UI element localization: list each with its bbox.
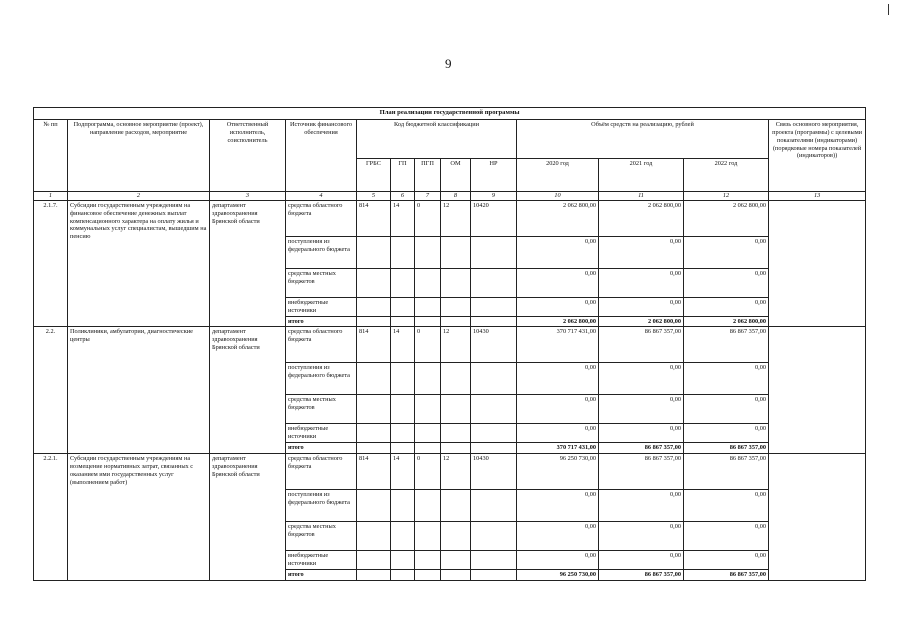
cell-y2020: 0,00 [517, 395, 599, 424]
page-number: 9 [445, 56, 452, 71]
cell-y2020: 0,00 [517, 551, 599, 570]
cell-pgp: 0 [415, 454, 441, 490]
header-source: Источник финансового обеспечения [286, 120, 357, 192]
col-number: 3 [210, 192, 286, 201]
cell-y2022: 0,00 [684, 268, 769, 297]
cell-source: поступления из федерального бюджета [286, 363, 357, 395]
cell-gp [391, 297, 415, 316]
cell-source: средства местных бюджетов [286, 395, 357, 424]
header-pgp: ПГП [415, 159, 441, 192]
col-number: 2 [68, 192, 210, 201]
cell-om [441, 424, 471, 443]
cell-source: внебюджетные источники [286, 297, 357, 316]
header-budget-code: Код бюджетной классификации [357, 120, 517, 159]
item-link [769, 200, 866, 327]
cell-y2022: 2 062 800,00 [684, 200, 769, 236]
cell-om [441, 551, 471, 570]
item-number: 2.1.7. [34, 200, 68, 327]
cell-source: средства местных бюджетов [286, 522, 357, 551]
cell-om: 12 [441, 200, 471, 236]
col-number: 13 [769, 192, 866, 201]
cell-y2021: 0,00 [599, 363, 684, 395]
cell-pgp [415, 424, 441, 443]
cell-source: итого [286, 443, 357, 454]
cell-pgp [415, 490, 441, 522]
cell-source: средства областного бюджета [286, 327, 357, 363]
header-name: Подпрограмма, основное мероприятие (проект), направление расходов, мероприятие [68, 120, 210, 192]
cell-om [441, 297, 471, 316]
header-link: Связь основного мероприятия, проекта (программы) с целевыми показателями (индикаторами) (порядковые номера показателей (индикаторов)) [769, 120, 866, 192]
cell-y2021: 0,00 [599, 490, 684, 522]
col-number: 1 [34, 192, 68, 201]
cell-y2022: 0,00 [684, 424, 769, 443]
cell-pgp [415, 569, 441, 580]
cell-source: итого [286, 316, 357, 327]
implementation-plan-table [33, 107, 866, 581]
table-row [34, 454, 866, 490]
item-name: Субсидии государственным учреждениям на возмещение нормативных затрат, связанных с оказанием ими государственных услуг (выполнением работ) [68, 454, 210, 581]
cell-gp: 14 [391, 327, 415, 363]
cell-y2021: 86 867 357,00 [599, 443, 684, 454]
cell-grbs [357, 522, 391, 551]
header-2020: 2020 год [517, 159, 599, 192]
col-number: 6 [391, 192, 415, 201]
cell-y2020: 96 250 730,00 [517, 569, 599, 580]
cell-y2020: 0,00 [517, 297, 599, 316]
header-gp: ГП [391, 159, 415, 192]
item-number: 2.2.1. [34, 454, 68, 581]
cell-pgp [415, 443, 441, 454]
cell-y2022: 0,00 [684, 522, 769, 551]
cell-om: 12 [441, 327, 471, 363]
cell-grbs [357, 443, 391, 454]
header-executor: Ответственный исполнитель, соисполнитель [210, 120, 286, 192]
cell-gp: 14 [391, 200, 415, 236]
cell-y2020: 0,00 [517, 268, 599, 297]
cell-y2020: 2 062 800,00 [517, 316, 599, 327]
cell-nr [471, 569, 517, 580]
cell-nr [471, 551, 517, 570]
cell-y2021: 86 867 357,00 [599, 569, 684, 580]
cell-y2022: 0,00 [684, 551, 769, 570]
cell-nr [471, 424, 517, 443]
cell-y2020: 0,00 [517, 236, 599, 268]
cell-source: итого [286, 569, 357, 580]
cell-nr [471, 522, 517, 551]
cell-pgp [415, 522, 441, 551]
col-number: 11 [599, 192, 684, 201]
col-number: 10 [517, 192, 599, 201]
cell-pgp [415, 551, 441, 570]
cell-om [441, 490, 471, 522]
cell-y2021: 0,00 [599, 551, 684, 570]
col-number: 8 [441, 192, 471, 201]
cell-source: внебюджетные источники [286, 551, 357, 570]
cell-nr [471, 395, 517, 424]
cell-grbs [357, 551, 391, 570]
cell-nr [471, 363, 517, 395]
cell-nr [471, 316, 517, 327]
cell-y2021: 2 062 800,00 [599, 316, 684, 327]
cell-y2021: 86 867 357,00 [599, 454, 684, 490]
cell-grbs [357, 395, 391, 424]
cell-source: средства местных бюджетов [286, 268, 357, 297]
cell-pgp [415, 268, 441, 297]
cell-y2022: 86 867 357,00 [684, 327, 769, 363]
cell-om [441, 316, 471, 327]
cell-y2021: 86 867 357,00 [599, 327, 684, 363]
cell-gp [391, 316, 415, 327]
cell-y2020: 2 062 800,00 [517, 200, 599, 236]
cell-grbs [357, 316, 391, 327]
col-number: 5 [357, 192, 391, 201]
cell-nr: 10420 [471, 200, 517, 236]
header-2022: 2022 год [684, 159, 769, 192]
cell-grbs [357, 569, 391, 580]
cell-y2021: 0,00 [599, 297, 684, 316]
col-number: 12 [684, 192, 769, 201]
cell-pgp: 0 [415, 200, 441, 236]
cell-nr: 10430 [471, 454, 517, 490]
cell-y2020: 96 250 730,00 [517, 454, 599, 490]
cell-source: внебюджетные источники [286, 424, 357, 443]
cell-pgp: 0 [415, 327, 441, 363]
item-link [769, 327, 866, 454]
cell-grbs: 814 [357, 200, 391, 236]
cell-om [441, 236, 471, 268]
cell-y2020: 0,00 [517, 522, 599, 551]
item-number: 2.2. [34, 327, 68, 454]
cell-grbs [357, 490, 391, 522]
table-row [34, 200, 866, 236]
cell-y2021: 0,00 [599, 424, 684, 443]
cell-y2022: 86 867 357,00 [684, 443, 769, 454]
header-nr: НР [471, 159, 517, 192]
item-name: Субсидии государственным учреждениям на финансовое обеспечение денежных выплат компенсационного характера на оплату жилья и коммунальных услуг специалистам, вышедшим на пенсию [68, 200, 210, 327]
cell-grbs [357, 363, 391, 395]
cell-grbs [357, 236, 391, 268]
cell-y2020: 0,00 [517, 490, 599, 522]
cell-grbs: 814 [357, 327, 391, 363]
cell-gp: 14 [391, 454, 415, 490]
cell-gp [391, 569, 415, 580]
cell-om: 12 [441, 454, 471, 490]
cell-gp [391, 522, 415, 551]
header-grbs: ГРБС [357, 159, 391, 192]
cell-om [441, 522, 471, 551]
cell-grbs: 814 [357, 454, 391, 490]
cell-pgp [415, 316, 441, 327]
col-number: 7 [415, 192, 441, 201]
cell-grbs [357, 297, 391, 316]
cell-gp [391, 236, 415, 268]
column-number-row [34, 192, 866, 201]
cell-grbs [357, 424, 391, 443]
cell-om [441, 268, 471, 297]
col-number: 4 [286, 192, 357, 201]
cell-nr: 10430 [471, 327, 517, 363]
cell-y2022: 0,00 [684, 363, 769, 395]
cell-y2021: 0,00 [599, 522, 684, 551]
cell-source: средства областного бюджета [286, 200, 357, 236]
cell-gp [391, 490, 415, 522]
cell-y2021: 0,00 [599, 268, 684, 297]
cell-gp [391, 363, 415, 395]
cell-gp [391, 268, 415, 297]
cell-pgp [415, 297, 441, 316]
cell-grbs [357, 268, 391, 297]
cell-gp [391, 443, 415, 454]
table-title: План реализации государственной программы [34, 108, 866, 120]
cell-nr [471, 236, 517, 268]
cell-source: средства областного бюджета [286, 454, 357, 490]
table-row [34, 327, 866, 363]
header-num: № пп [34, 120, 68, 192]
item-name: Поликлиники, амбулатории, диагностические центры [68, 327, 210, 454]
cell-source: поступления из федерального бюджета [286, 236, 357, 268]
header-volume: Объём средств на реализацию, рублей [517, 120, 769, 159]
cell-y2022: 86 867 357,00 [684, 569, 769, 580]
cell-y2022: 0,00 [684, 297, 769, 316]
cell-y2022: 0,00 [684, 236, 769, 268]
header-2021: 2021 год [599, 159, 684, 192]
cell-nr [471, 443, 517, 454]
cell-y2022: 0,00 [684, 490, 769, 522]
item-link [769, 454, 866, 581]
cell-y2022: 2 062 800,00 [684, 316, 769, 327]
cell-pgp [415, 363, 441, 395]
cell-om [441, 569, 471, 580]
cell-y2020: 0,00 [517, 424, 599, 443]
cell-gp [391, 424, 415, 443]
cell-gp [391, 551, 415, 570]
cell-om [441, 395, 471, 424]
cell-y2022: 86 867 357,00 [684, 454, 769, 490]
item-executor: департамент здравоохранения Брянской области [210, 200, 286, 327]
header-om: ОМ [441, 159, 471, 192]
cell-gp [391, 395, 415, 424]
cell-pgp [415, 395, 441, 424]
cell-y2020: 0,00 [517, 363, 599, 395]
cell-y2020: 370 717 431,00 [517, 327, 599, 363]
cell-y2021: 2 062 800,00 [599, 200, 684, 236]
item-executor: департамент здравоохранения Брянской области [210, 327, 286, 454]
cell-source: поступления из федерального бюджета [286, 490, 357, 522]
margin-mark [888, 4, 889, 15]
cell-om [441, 363, 471, 395]
cell-y2022: 0,00 [684, 395, 769, 424]
cell-nr [471, 268, 517, 297]
cell-y2020: 370 717 431,00 [517, 443, 599, 454]
cell-om [441, 443, 471, 454]
cell-y2021: 0,00 [599, 236, 684, 268]
cell-y2021: 0,00 [599, 395, 684, 424]
col-number: 9 [471, 192, 517, 201]
cell-nr [471, 490, 517, 522]
cell-nr [471, 297, 517, 316]
item-executor: департамент здравоохранения Брянской области [210, 454, 286, 581]
cell-pgp [415, 236, 441, 268]
